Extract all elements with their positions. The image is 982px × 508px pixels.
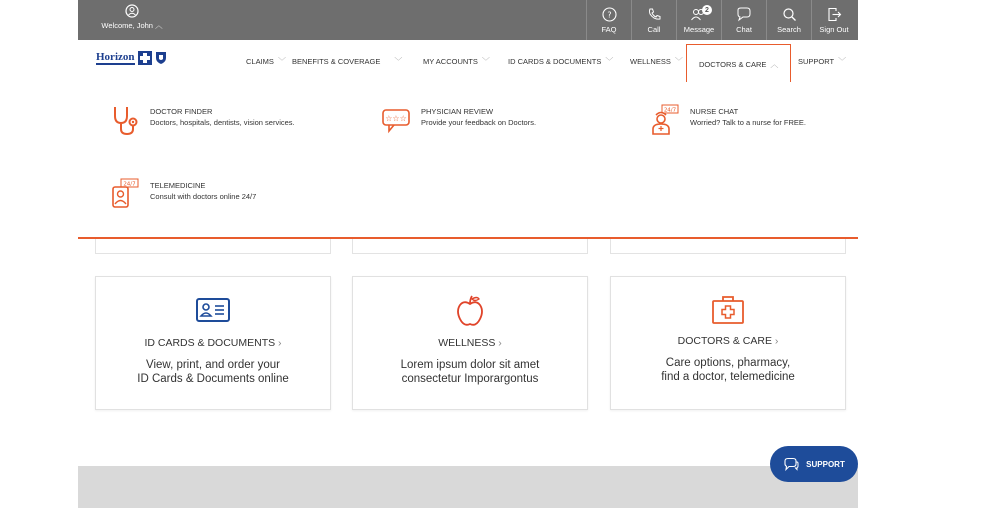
card-hidden-2 (352, 237, 588, 254)
search-icon (782, 7, 797, 22)
sign-out-button[interactable] (811, 0, 856, 40)
telemedicine-24-7-icon (110, 178, 140, 210)
doctors-care-dropdown (78, 82, 858, 239)
nav-wellness-label: WELLNESS (630, 56, 671, 66)
nav-support-label: SUPPORT (798, 56, 835, 66)
dropdown-doctor-finder[interactable] (110, 104, 295, 136)
chevron-up-icon: ︿ (155, 21, 163, 30)
sign-out-label: Sign Out (819, 24, 849, 34)
user-icon (125, 4, 139, 18)
support-chat-button[interactable] (770, 446, 858, 482)
telemedicine-24-7-badge: 24/7 (123, 181, 136, 188)
first-aid-kit-icon (710, 293, 746, 325)
doctors-care-card-desc-1: Care options, pharmacy, (665, 357, 791, 369)
card-hidden-3 (610, 237, 846, 254)
chevron-right-icon: › (774, 335, 779, 347)
chevron-right-icon: › (278, 337, 282, 349)
chat-button[interactable] (721, 0, 766, 40)
nav-wellness[interactable] (630, 40, 683, 82)
message-label: Message (683, 24, 715, 34)
wellness-card-desc-2: consectetur Imporargontus (401, 373, 539, 385)
call-label: Call (647, 24, 661, 34)
nav-benefits-label: BENEFITS & COVERAGE (292, 56, 381, 66)
utility-bar (78, 0, 858, 40)
chevron-right-icon: › (498, 337, 502, 349)
dropdown-telemedicine[interactable] (110, 178, 256, 210)
chevron-up-icon: ︿ (770, 59, 779, 69)
nav-claims-label: CLAIMS (246, 56, 274, 66)
nav-my-accounts-label: MY ACCOUNTS (423, 56, 478, 66)
chevron-down-icon: ﹀ (674, 56, 683, 66)
search-label: Search (777, 24, 801, 34)
dropdown-physician-review[interactable] (381, 104, 536, 136)
id-cards-card-desc-1: View, print, and order your (145, 359, 281, 371)
search-button[interactable] (766, 0, 811, 40)
chevron-down-icon: ﹀ (838, 56, 847, 66)
nav-doctors-care-label: DOCTORS & CARE (699, 59, 767, 69)
nurse-chat-title: NURSE CHAT (690, 107, 739, 116)
review-stars-icon (381, 104, 411, 136)
physician-review-title: PHYSICIAN REVIEW (421, 107, 494, 116)
nav-id-cards-label: ID CARDS & DOCUMENTS (508, 56, 602, 66)
doctors-care-card-desc-2: find a doctor, telemedicine (661, 371, 795, 383)
welcome-text: Welcome, John (101, 21, 153, 30)
chat-icon (736, 7, 752, 22)
doctors-care-card-title: DOCTORS & CARE (677, 335, 772, 347)
stethoscope-icon (110, 104, 140, 136)
id-cards-card-desc-2: ID Cards & Documents online (137, 373, 289, 385)
dropdown-nurse-chat[interactable] (650, 104, 806, 136)
chevron-down-icon: ﹀ (481, 56, 490, 66)
footer-band (78, 466, 858, 508)
horizon-logo[interactable] (96, 51, 167, 65)
utility-links (586, 0, 856, 40)
card-hidden-1 (95, 237, 331, 254)
apple-icon (452, 293, 488, 329)
message-button[interactable] (676, 0, 721, 40)
wellness-card-title: WELLNESS (438, 337, 496, 349)
doctor-finder-desc: Doctors, hospitals, dentists, vision services. (150, 118, 295, 127)
id-card-icon (195, 295, 231, 325)
faq-label: FAQ (601, 24, 617, 34)
nav-support[interactable] (798, 40, 846, 82)
page-frame (78, 0, 858, 508)
nav-benefits-coverage[interactable] (292, 40, 402, 82)
phone-icon (647, 7, 662, 22)
nav-id-cards-documents[interactable] (508, 40, 613, 82)
svg-text:☆☆☆: ☆☆☆ (385, 114, 407, 123)
chevron-down-icon: ﹀ (277, 56, 286, 66)
blue-shield-icon (155, 51, 167, 65)
doctor-finder-title: DOCTOR FINDER (150, 107, 213, 116)
nav-my-accounts[interactable] (423, 40, 490, 82)
call-button[interactable] (631, 0, 676, 40)
id-cards-card-title: ID CARDS & DOCUMENTS (144, 337, 276, 349)
chevron-down-icon: ﹀ (605, 56, 614, 66)
support-button-label: SUPPORT (806, 459, 845, 469)
svg-text:?: ? (606, 10, 612, 19)
telemedicine-desc: Consult with doctors online 24/7 (150, 192, 257, 201)
chevron-down-icon: ﹀ (394, 56, 403, 66)
card-wellness[interactable] (352, 276, 588, 410)
card-id-cards-documents[interactable] (95, 276, 331, 410)
faq-button[interactable] (586, 0, 631, 40)
sign-out-icon (827, 7, 842, 22)
message-count-badge: 2 (702, 5, 712, 15)
chat-label: Chat (736, 24, 752, 34)
nurse-24-7-badge: 24/7 (663, 107, 677, 114)
blue-cross-icon (138, 51, 152, 65)
nav-doctors-care[interactable] (686, 44, 791, 83)
card-doctors-care[interactable] (610, 276, 846, 410)
welcome-menu[interactable] (90, 4, 174, 31)
main-navigation (78, 40, 858, 83)
logo-text: Horizon (96, 51, 135, 63)
nav-claims[interactable] (246, 40, 286, 82)
telemedicine-title: TELEMEDICINE (150, 181, 206, 190)
support-chat-icon (783, 457, 799, 471)
nurse-chat-desc: Worried? Talk to a nurse for FREE. (690, 118, 807, 127)
physician-review-desc: Provide your feedback on Doctors. (421, 118, 537, 127)
nurse-24-7-icon (650, 104, 680, 136)
faq-icon (602, 7, 617, 22)
wellness-card-desc-1: Lorem ipsum dolor sit amet (400, 359, 540, 371)
